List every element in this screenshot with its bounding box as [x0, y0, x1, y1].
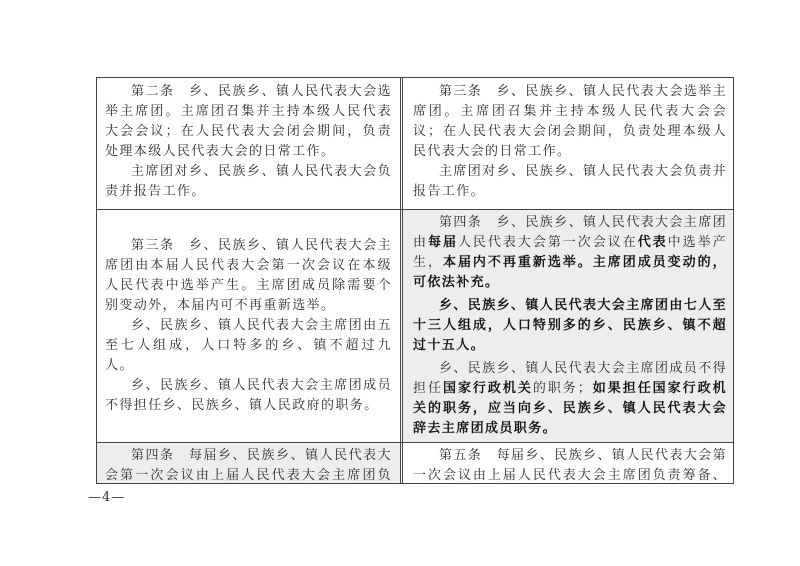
amended-text: 每届: [427, 235, 458, 250]
new-text-cell: [403, 78, 734, 209]
old-text-cell: [97, 209, 400, 442]
article-paragraph: 乡、民族乡、镇人民代表大会主席团成员不得担任乡、民族乡、镇人民政府的职务。: [105, 377, 392, 413]
text-span: 的职务；: [532, 381, 593, 396]
old-text-cell: [97, 78, 400, 209]
new-text-cell: [403, 442, 734, 484]
old-text-cell: [97, 442, 400, 484]
table-row: [97, 209, 733, 442]
article-paragraph: 第三条 乡、民族乡、镇人民代表大会主席团由本届人民代表大会第一次会议在本级人民代表中选举产生。主席团成员除需要个别变动外，本届内可不再重新选举。: [105, 237, 392, 313]
row-divider: [97, 442, 733, 443]
text-span: 人民代表大会第一次会议在: [457, 235, 638, 250]
text-span: 第四条 乡、民族乡、镇人民代表大会主席团由: [413, 215, 728, 250]
amended-text: 国家行政机关: [442, 381, 533, 396]
text-span: 乡、民族乡、镇人民代表大会主席团成员不得担任: [413, 361, 728, 396]
article-paragraph: 主席团对乡、民族乡、镇人民代表大会负责并报告工作。: [105, 164, 392, 199]
page-number: —4—: [88, 490, 126, 505]
article-paragraph: 第四条 每届乡、民族乡、镇人民代表大会第一次会议由上届人民代表大会主席团负: [105, 448, 392, 483]
new-text-cell: [403, 209, 734, 442]
article-paragraph: [413, 359, 727, 439]
text-span: 中选举产生，: [413, 235, 727, 270]
table-row: [97, 442, 733, 484]
article-paragraph: 乡、民族乡、镇人民代表大会主席团由五至七人组成，人口特多的乡、镇不超过九人。: [105, 317, 392, 373]
column-divider: [400, 78, 403, 483]
amended-text: 本届内不再重新选举。主席团成员变动的，可依法补充。: [413, 255, 727, 290]
article-paragraph: 第三条 乡、民族乡、镇人民代表大会选举主席团。主席团召集并主持本级人民代表大会会议；在人民代表大会闭会期间，负责处理本级人民代表大会的日常工作。: [413, 84, 728, 159]
article-paragraph: 第二条 乡、民族乡、镇人民代表大会选举主席团。主席团召集并主持本级人民代表大会会议；在人民代表大会闭会期间，负责处理本级人民代表大会的日常工作。: [105, 84, 392, 159]
amended-text: 乡、民族乡、镇人民代表大会主席团由七人至十三人组成，人口特别多的乡、民族乡、镇不超过十五人。: [413, 298, 728, 353]
article-paragraph: 第五条 每届乡、民族乡、镇人民代表大会第一次会议由上届人民代表大会主席团负责筹备、: [413, 448, 728, 483]
comparison-table: [96, 77, 734, 484]
amended-text: 如果担任国家行政机关的职务，应当向乡、民族乡、镇人民代表大会辞去主席团成员职务。: [413, 381, 727, 436]
article-paragraph: 主席团对乡、民族乡、镇人民代表大会负责并报告工作。: [413, 164, 728, 199]
row-divider: [97, 209, 733, 210]
table-row: [97, 78, 733, 209]
article-paragraph: [413, 296, 727, 356]
amended-text: 代表: [637, 235, 668, 250]
article-paragraph: [413, 213, 727, 293]
